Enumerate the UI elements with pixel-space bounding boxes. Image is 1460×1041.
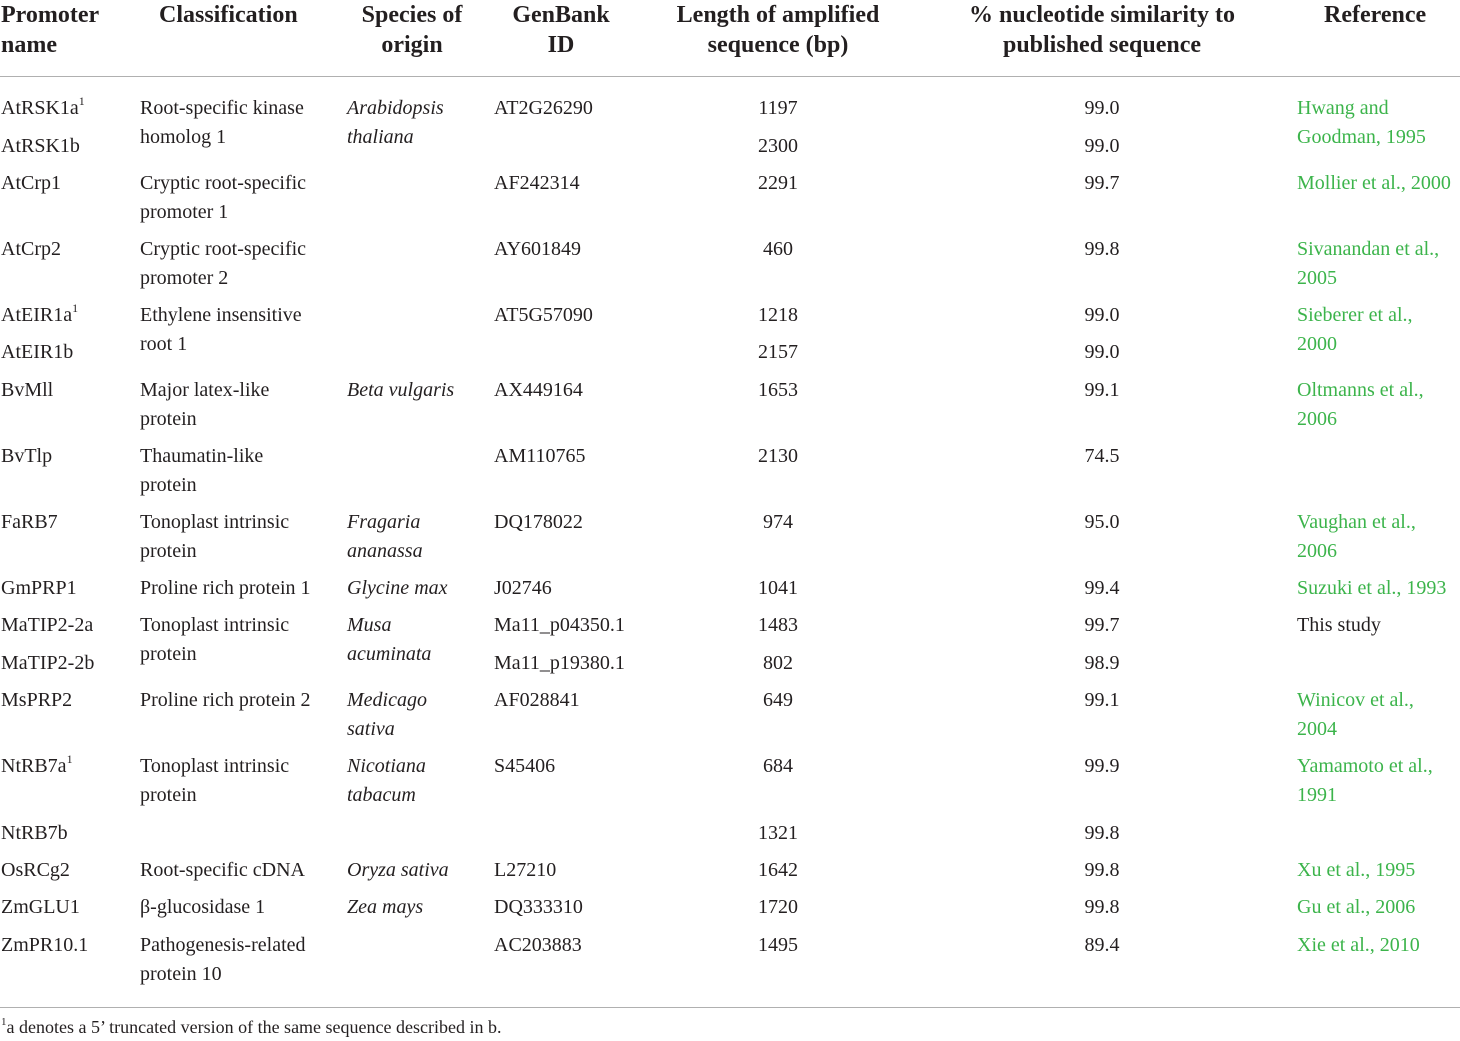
cell-classification bbox=[140, 169, 306, 227]
cell-line: Sieberer et al., bbox=[1297, 304, 1413, 326]
cell-genbank-id: DQ333310 bbox=[494, 896, 583, 918]
header-line: origin bbox=[381, 32, 443, 58]
reference-link[interactable] bbox=[1297, 931, 1420, 960]
cell-length: 2157 bbox=[758, 341, 798, 363]
promoter-name: AtCrp2 bbox=[1, 238, 61, 260]
cell-line: 2005 bbox=[1297, 267, 1337, 289]
header-line: Classification bbox=[159, 2, 298, 28]
cell-classification bbox=[140, 574, 311, 603]
reference-link[interactable] bbox=[1297, 856, 1415, 885]
cell-species bbox=[347, 893, 423, 922]
cell-similarity: 99.0 bbox=[1084, 341, 1120, 363]
cell-species bbox=[347, 574, 448, 603]
promoter-name: AtEIR1b bbox=[1, 341, 74, 363]
cell-line: Winicov et al., bbox=[1297, 689, 1414, 711]
cell-similarity: 99.0 bbox=[1084, 97, 1120, 119]
reference-link[interactable] bbox=[1297, 376, 1424, 434]
cell-length: 2300 bbox=[758, 135, 798, 157]
cell-promoter-name bbox=[1, 574, 77, 603]
reference-link[interactable] bbox=[1297, 169, 1451, 198]
cell-genbank-id: J02746 bbox=[494, 577, 552, 599]
cell-promoter-name bbox=[1, 132, 80, 161]
promoter-name: AtEIR1a bbox=[1, 304, 73, 326]
header-genbank bbox=[500, 0, 622, 60]
cell-line: Vaughan et al., bbox=[1297, 511, 1416, 533]
footnote bbox=[1, 1014, 501, 1040]
reference-link[interactable] bbox=[1297, 574, 1446, 603]
cell-classification bbox=[140, 301, 302, 359]
cell-genbank-id: AX449164 bbox=[494, 379, 583, 401]
cell-similarity: 99.8 bbox=[1084, 859, 1120, 881]
promoter-name: MaTIP2-2b bbox=[1, 652, 95, 674]
cell-line: Cryptic root-specific bbox=[140, 172, 307, 194]
cell-similarity: 89.4 bbox=[1084, 934, 1120, 956]
cell-species bbox=[347, 94, 444, 152]
cell-length: 1218 bbox=[758, 304, 798, 326]
cell-promoter-name bbox=[1, 611, 93, 640]
cell-line: Root-specific kinase bbox=[140, 97, 304, 119]
footnote-marker: 1 bbox=[66, 752, 73, 766]
cell-line: Thaumatin-like bbox=[140, 445, 264, 467]
promoter-name: ZmGLU1 bbox=[1, 896, 80, 918]
promoter-name: BvMll bbox=[1, 379, 54, 401]
cell-length: 1197 bbox=[758, 97, 798, 119]
header-species bbox=[355, 0, 469, 60]
cell-genbank-id: DQ178022 bbox=[494, 511, 583, 533]
cell-similarity: 74.5 bbox=[1084, 445, 1120, 467]
cell-line: Goodman, 1995 bbox=[1297, 126, 1426, 148]
cell-similarity: 99.8 bbox=[1084, 238, 1120, 260]
cell-similarity: 99.1 bbox=[1084, 379, 1120, 401]
footnote-text: a denotes a 5’ truncated version of the same sequence described in b. bbox=[6, 1017, 502, 1037]
promoter-name: NtRB7b bbox=[1, 822, 68, 844]
reference-link[interactable] bbox=[1297, 301, 1413, 359]
cell-length: 802 bbox=[763, 652, 793, 674]
promoter-name: AtCrp1 bbox=[1, 172, 61, 194]
cell-classification bbox=[140, 94, 304, 152]
cell-similarity: 99.7 bbox=[1084, 614, 1120, 636]
cell-line: Tonoplast intrinsic bbox=[140, 511, 290, 533]
cell-promoter-name bbox=[1, 376, 53, 405]
cell-species bbox=[347, 611, 431, 669]
cell-genbank-id: Ma11_p04350.1 bbox=[494, 614, 625, 636]
cell-length: 1720 bbox=[758, 896, 798, 918]
cell-genbank-id: AT5G57090 bbox=[494, 304, 593, 326]
cell-line: sativa bbox=[347, 718, 395, 740]
cell-line: 2006 bbox=[1297, 408, 1337, 430]
promoter-name: OsRCg2 bbox=[1, 859, 70, 881]
cell-genbank-id: Ma11_p19380.1 bbox=[494, 652, 625, 674]
cell-genbank-id: L27210 bbox=[494, 859, 557, 881]
cell-promoter-name bbox=[1, 856, 70, 885]
cell-line: 2006 bbox=[1297, 540, 1337, 562]
cell-genbank-id: AF242314 bbox=[494, 172, 580, 194]
header-line: published sequence bbox=[1002, 32, 1202, 58]
cell-line: promoter 1 bbox=[140, 201, 229, 223]
cell-line: protein bbox=[140, 540, 197, 562]
cell-similarity: 99.1 bbox=[1084, 689, 1120, 711]
cell-line: Zea mays bbox=[347, 896, 424, 918]
header-line: Length of amplified bbox=[676, 2, 880, 28]
cell-line: protein bbox=[140, 474, 197, 496]
cell-line: Proline rich protein 2 bbox=[140, 689, 311, 711]
header-similarity bbox=[942, 0, 1262, 60]
cell-line: β-glucosidase 1 bbox=[140, 896, 266, 918]
cell-promoter-name bbox=[1, 931, 88, 960]
cell-length: 684 bbox=[763, 755, 793, 777]
cell-line: This study bbox=[1297, 614, 1381, 636]
cell-promoter-name bbox=[1, 94, 85, 123]
cell-similarity: 99.0 bbox=[1084, 135, 1120, 157]
cell-length: 2130 bbox=[758, 445, 798, 467]
cell-line: Nicotiana bbox=[347, 755, 426, 777]
cell-line: thaliana bbox=[347, 126, 414, 148]
cell-species bbox=[347, 508, 423, 566]
header-line: sequence (bp) bbox=[707, 32, 849, 58]
cell-classification bbox=[140, 686, 311, 715]
cell-length: 460 bbox=[763, 238, 793, 260]
cell-genbank-id: AC203883 bbox=[494, 934, 582, 956]
promoter-name: BvTlp bbox=[1, 445, 53, 467]
cell-species bbox=[347, 376, 454, 405]
promoter-name: ZmPR10.1 bbox=[1, 934, 89, 956]
header-promoter-name bbox=[1, 0, 99, 60]
bottom-rule bbox=[0, 1007, 1460, 1008]
cell-genbank-id: AM110765 bbox=[494, 445, 586, 467]
cell-line: Glycine max bbox=[347, 577, 448, 599]
cell-promoter-name bbox=[1, 649, 94, 678]
cell-line: Suzuki et al., 1993 bbox=[1297, 577, 1447, 599]
cell-length: 1495 bbox=[758, 934, 798, 956]
cell-line: root 1 bbox=[140, 333, 188, 355]
cell-species bbox=[347, 686, 427, 744]
header-line: name bbox=[1, 32, 57, 58]
cell-line: Arabidopsis bbox=[347, 97, 444, 119]
cell-line: Yamamoto et al., bbox=[1297, 755, 1433, 777]
cell-line: 2000 bbox=[1297, 333, 1337, 355]
cell-line: protein bbox=[140, 784, 197, 806]
footnote-marker: 1 bbox=[78, 94, 85, 108]
cell-classification bbox=[140, 376, 269, 434]
cell-similarity: 95.0 bbox=[1084, 511, 1120, 533]
cell-reference bbox=[1297, 611, 1381, 640]
cell-line: Musa bbox=[347, 614, 392, 636]
cell-length: 1321 bbox=[758, 822, 798, 844]
cell-line: Proline rich protein 1 bbox=[140, 577, 311, 599]
header-line: % nucleotide similarity to bbox=[969, 2, 1235, 28]
cell-line: acuminata bbox=[347, 643, 432, 665]
promoter-name: GmPRP1 bbox=[1, 577, 77, 599]
cell-classification bbox=[140, 856, 305, 885]
cell-line: tabacum bbox=[347, 784, 416, 806]
cell-promoter-name bbox=[1, 752, 73, 781]
cell-length: 1642 bbox=[758, 859, 798, 881]
cell-promoter-name bbox=[1, 508, 58, 537]
cell-line: Major latex-like bbox=[140, 379, 270, 401]
reference-link[interactable] bbox=[1297, 893, 1415, 922]
header-line: Reference bbox=[1324, 2, 1427, 28]
cell-genbank-id: AF028841 bbox=[494, 689, 580, 711]
cell-line: 1991 bbox=[1297, 784, 1337, 806]
cell-line: Fragaria bbox=[347, 511, 421, 533]
cell-line: promoter 2 bbox=[140, 267, 229, 289]
cell-similarity: 99.8 bbox=[1084, 896, 1120, 918]
cell-length: 2291 bbox=[758, 172, 798, 194]
promoter-name: AtRSK1b bbox=[1, 135, 80, 157]
header-rule bbox=[0, 76, 1460, 77]
cell-length: 1041 bbox=[758, 577, 798, 599]
cell-promoter-name bbox=[1, 893, 80, 922]
cell-line: Ethylene insensitive bbox=[140, 304, 302, 326]
promoter-name: MaTIP2-2a bbox=[1, 614, 94, 636]
cell-promoter-name bbox=[1, 301, 78, 330]
cell-similarity: 99.0 bbox=[1084, 304, 1120, 326]
cell-line: Oryza sativa bbox=[347, 859, 449, 881]
cell-classification bbox=[140, 611, 289, 669]
cell-line: Hwang and bbox=[1297, 97, 1389, 119]
reference-link[interactable] bbox=[1297, 752, 1433, 810]
header-classification bbox=[159, 0, 298, 30]
reference-link[interactable] bbox=[1297, 508, 1416, 566]
cell-classification bbox=[140, 893, 265, 922]
cell-line: Beta vulgaris bbox=[347, 379, 455, 401]
cell-species bbox=[347, 856, 449, 885]
cell-genbank-id: AT2G26290 bbox=[494, 97, 593, 119]
reference-link[interactable] bbox=[1297, 94, 1426, 152]
cell-classification bbox=[140, 752, 289, 810]
promoter-name: NtRB7a bbox=[1, 755, 67, 777]
header-line: GenBank bbox=[512, 2, 610, 28]
header-length bbox=[648, 0, 908, 60]
cell-promoter-name bbox=[1, 338, 73, 367]
cell-classification bbox=[140, 931, 306, 989]
cell-length: 1483 bbox=[758, 614, 798, 636]
cell-promoter-name bbox=[1, 819, 68, 848]
promoter-name: AtRSK1a bbox=[1, 97, 79, 119]
header-line: Promoter bbox=[1, 2, 100, 28]
cell-line: Pathogenesis-related bbox=[140, 934, 306, 956]
cell-similarity: 99.4 bbox=[1084, 577, 1120, 599]
cell-line: 2004 bbox=[1297, 718, 1337, 740]
cell-promoter-name bbox=[1, 169, 61, 198]
cell-classification bbox=[140, 442, 263, 500]
cell-line: ananassa bbox=[347, 540, 423, 562]
cell-genbank-id: AY601849 bbox=[494, 238, 582, 260]
cell-genbank-id: S45406 bbox=[494, 755, 556, 777]
cell-promoter-name bbox=[1, 442, 52, 471]
reference-link[interactable] bbox=[1297, 686, 1414, 744]
cell-line: Tonoplast intrinsic bbox=[140, 614, 290, 636]
cell-similarity: 99.7 bbox=[1084, 172, 1120, 194]
cell-promoter-name bbox=[1, 686, 72, 715]
cell-line: Sivanandan et al., bbox=[1297, 238, 1440, 260]
header-line: Species of bbox=[361, 2, 463, 28]
cell-line: Mollier et al., 2000 bbox=[1297, 172, 1451, 194]
header-reference bbox=[1324, 0, 1426, 30]
cell-line: homolog 1 bbox=[140, 126, 227, 148]
cell-similarity: 98.9 bbox=[1084, 652, 1120, 674]
cell-line: Medicago bbox=[347, 689, 427, 711]
cell-line: Xu et al., 1995 bbox=[1297, 859, 1416, 881]
footnote-marker: 1 bbox=[72, 301, 79, 315]
cell-line: Oltmanns et al., bbox=[1297, 379, 1424, 401]
cell-promoter-name bbox=[1, 235, 61, 264]
cell-similarity: 99.9 bbox=[1084, 755, 1120, 777]
cell-length: 649 bbox=[763, 689, 793, 711]
header-line: ID bbox=[547, 32, 575, 58]
cell-classification bbox=[140, 235, 306, 293]
footnote-marker: 1 bbox=[1, 1016, 7, 1028]
cell-line: protein bbox=[140, 408, 197, 430]
cell-line: Gu et al., 2006 bbox=[1297, 896, 1416, 918]
cell-species bbox=[347, 752, 426, 810]
cell-similarity: 99.8 bbox=[1084, 822, 1120, 844]
promoter-name: MsPRP2 bbox=[1, 689, 73, 711]
cell-length: 974 bbox=[763, 511, 793, 533]
cell-line: Root-specific cDNA bbox=[140, 859, 305, 881]
cell-line: protein 10 bbox=[140, 963, 222, 985]
reference-link[interactable] bbox=[1297, 235, 1439, 293]
cell-line: Xie et al., 2010 bbox=[1297, 934, 1420, 956]
promoter-name: FaRB7 bbox=[1, 511, 58, 533]
cell-length: 1653 bbox=[758, 379, 798, 401]
cell-line: Cryptic root-specific bbox=[140, 238, 307, 260]
cell-line: protein bbox=[140, 643, 197, 665]
cell-classification bbox=[140, 508, 289, 566]
cell-line: Tonoplast intrinsic bbox=[140, 755, 290, 777]
